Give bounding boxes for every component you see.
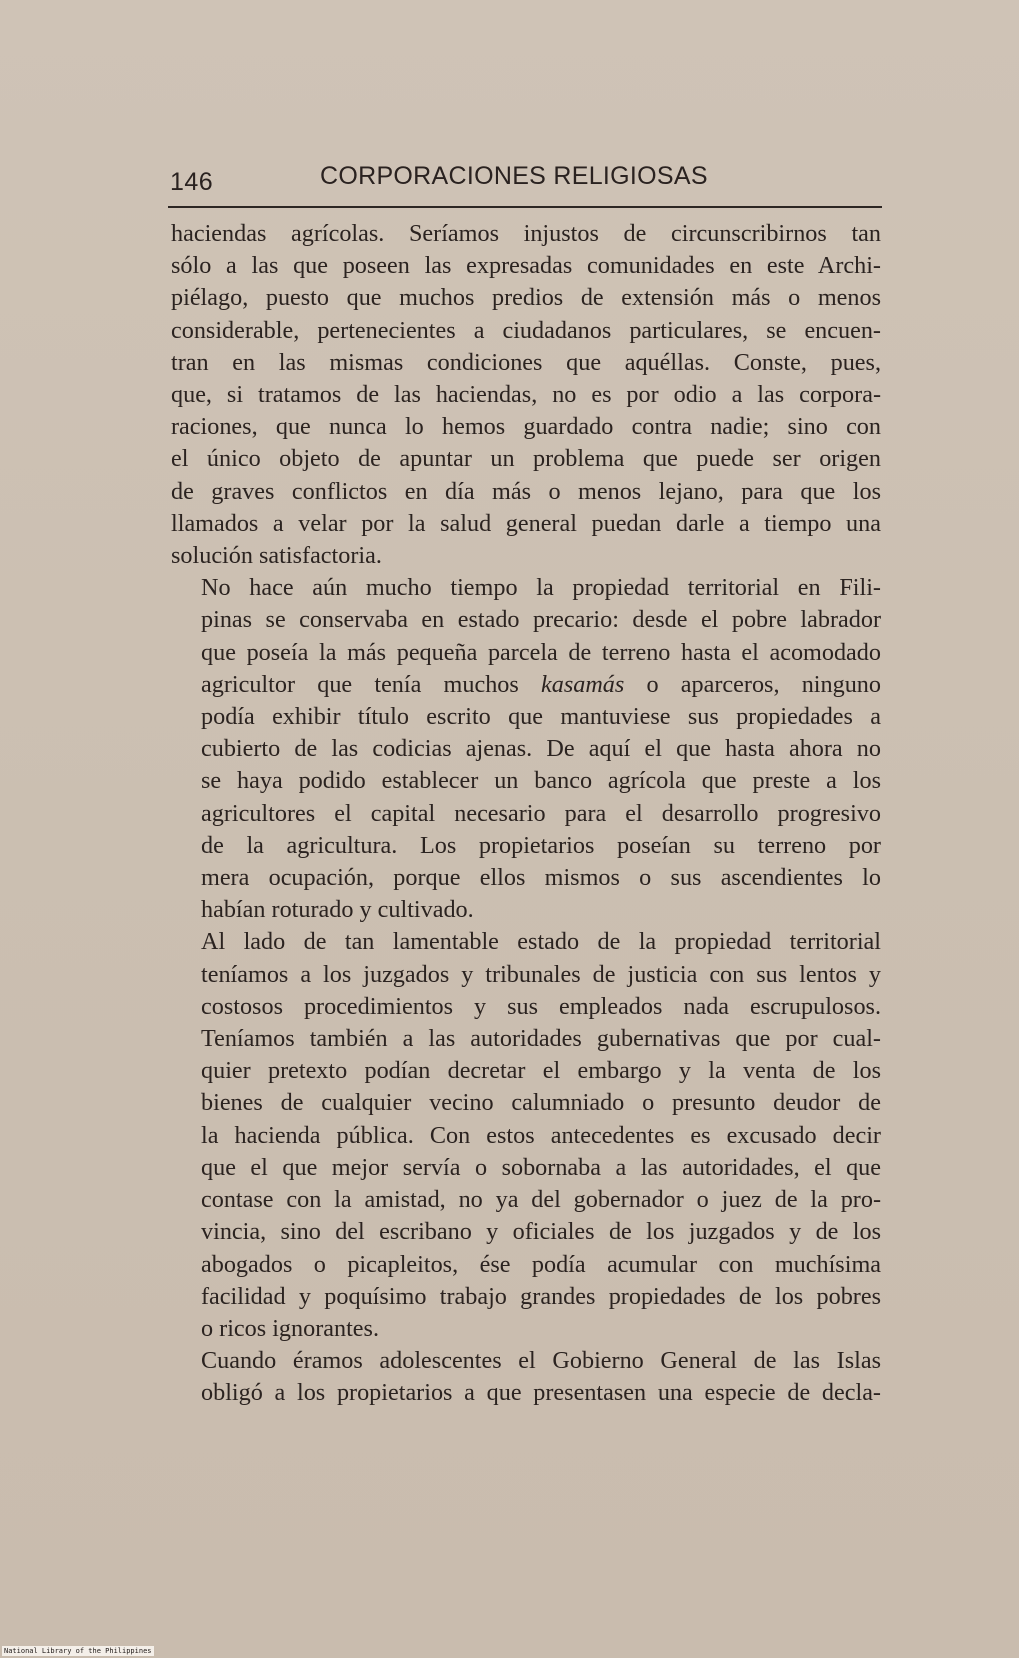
text-line: solución satisfactoria. <box>171 542 382 570</box>
text-line: abogados o picapleitos, ése podía acumular con muchísima <box>201 1250 881 1278</box>
text-line: tran en las mismas condiciones que aquéllas. Conste, pues, <box>171 348 881 376</box>
text-line: habían roturado y cultivado. <box>201 896 474 924</box>
text-line: haciendas agrícolas. Seríamos injustos de circunscribirnos tan <box>171 220 881 247</box>
paragraph <box>171 218 881 572</box>
text-line: Teníamos también a las autoridades gubernativas que por cual- <box>201 1025 881 1053</box>
body-text <box>171 218 881 1410</box>
text-line: se haya podido establecer un banco agrícola que preste a los <box>201 767 881 795</box>
text-line: Al lado de tan lamentable estado de la propiedad territorial <box>201 928 881 956</box>
paragraph <box>171 926 881 1345</box>
text-line: que, si tratamos de las haciendas, no es por odio a las corpora- <box>171 381 881 409</box>
text-line: mera ocupación, porque ellos mismos o sus ascendientes lo <box>201 864 881 892</box>
text-line: de graves conflictos en día más o menos lejano, para que los <box>171 477 881 505</box>
text-line: facilidad y poquísimo trabajo grandes propiedades de los pobres <box>201 1282 881 1310</box>
text-line: raciones, que nunca lo hemos guardado contra nadie; sino con <box>171 413 881 441</box>
header-rule <box>168 206 882 208</box>
text-line: quier pretexto podían decretar el embargo y la venta de los <box>201 1057 881 1085</box>
text-line: cubierto de las codicias ajenas. De aquí el que hasta ahora no <box>201 735 881 763</box>
paragraph <box>171 1345 881 1409</box>
text-line: de la agricultura. Los propietarios poseían su terreno por <box>201 831 881 859</box>
text-line: Cuando éramos adolescentes el Gobierno General de las Islas <box>201 1347 881 1375</box>
page-number: 146 <box>170 168 214 196</box>
text-line: contase con la amistad, no ya del gobernador o juez de la pro- <box>201 1186 881 1214</box>
text-line: considerable, pertenecientes a ciudadanos particulares, se encuen- <box>171 316 881 344</box>
text-line: costosos procedimientos y sus empleados nada escrupulosos. <box>201 992 881 1020</box>
page-header <box>170 162 882 198</box>
text-line: piélago, puesto que muchos predios de extensión más o menos <box>171 284 881 312</box>
text-line: No hace aún mucho tiempo la propiedad territorial en Fili- <box>201 574 881 602</box>
text-line: vincia, sino del escribano y oficiales de los juzgados y de los <box>201 1218 881 1246</box>
text-line: o ricos ignorantes. <box>201 1314 380 1342</box>
text-line: pinas se conservaba en estado precario: desde el pobre labrador <box>201 606 881 634</box>
text-line: obligó a los propietarios a que presentasen una especie de decla- <box>201 1379 881 1407</box>
text-line: la hacienda pública. Con estos antecedentes es excusado decir <box>201 1121 881 1149</box>
text-line: teníamos a los juzgados y tribunales de justicia con sus lentos y <box>201 960 881 988</box>
text-line: que el que mejor servía o sobornaba a las autoridades, el que <box>201 1153 881 1181</box>
text-line: el único objeto de apuntar un problema que puede ser origen <box>171 445 881 473</box>
paragraph <box>171 572 881 926</box>
text-line: bienes de cualquier vecino calumniado o presunto deudor de <box>201 1089 881 1117</box>
text-line: podía exhibir título escrito que mantuviese sus propiedades a <box>201 703 881 731</box>
text-line: sólo a las que poseen las expresadas comunidades en este Archi- <box>171 252 881 280</box>
running-head: CORPORACIONES RELIGIOSAS <box>320 162 708 190</box>
text-line: que poseía la más pequeña parcela de terreno hasta el acomodado <box>201 638 881 666</box>
text-line: llamados a velar por la salud general puedan darle a tiempo una <box>171 509 881 537</box>
text-line: agricultor que tenía muchos kasamás o aparceros, ninguno <box>201 670 881 698</box>
text-line: agricultores el capital necesario para el desarrollo progresivo <box>201 799 881 827</box>
library-credit: National Library of the Philippines <box>4 1647 152 1655</box>
